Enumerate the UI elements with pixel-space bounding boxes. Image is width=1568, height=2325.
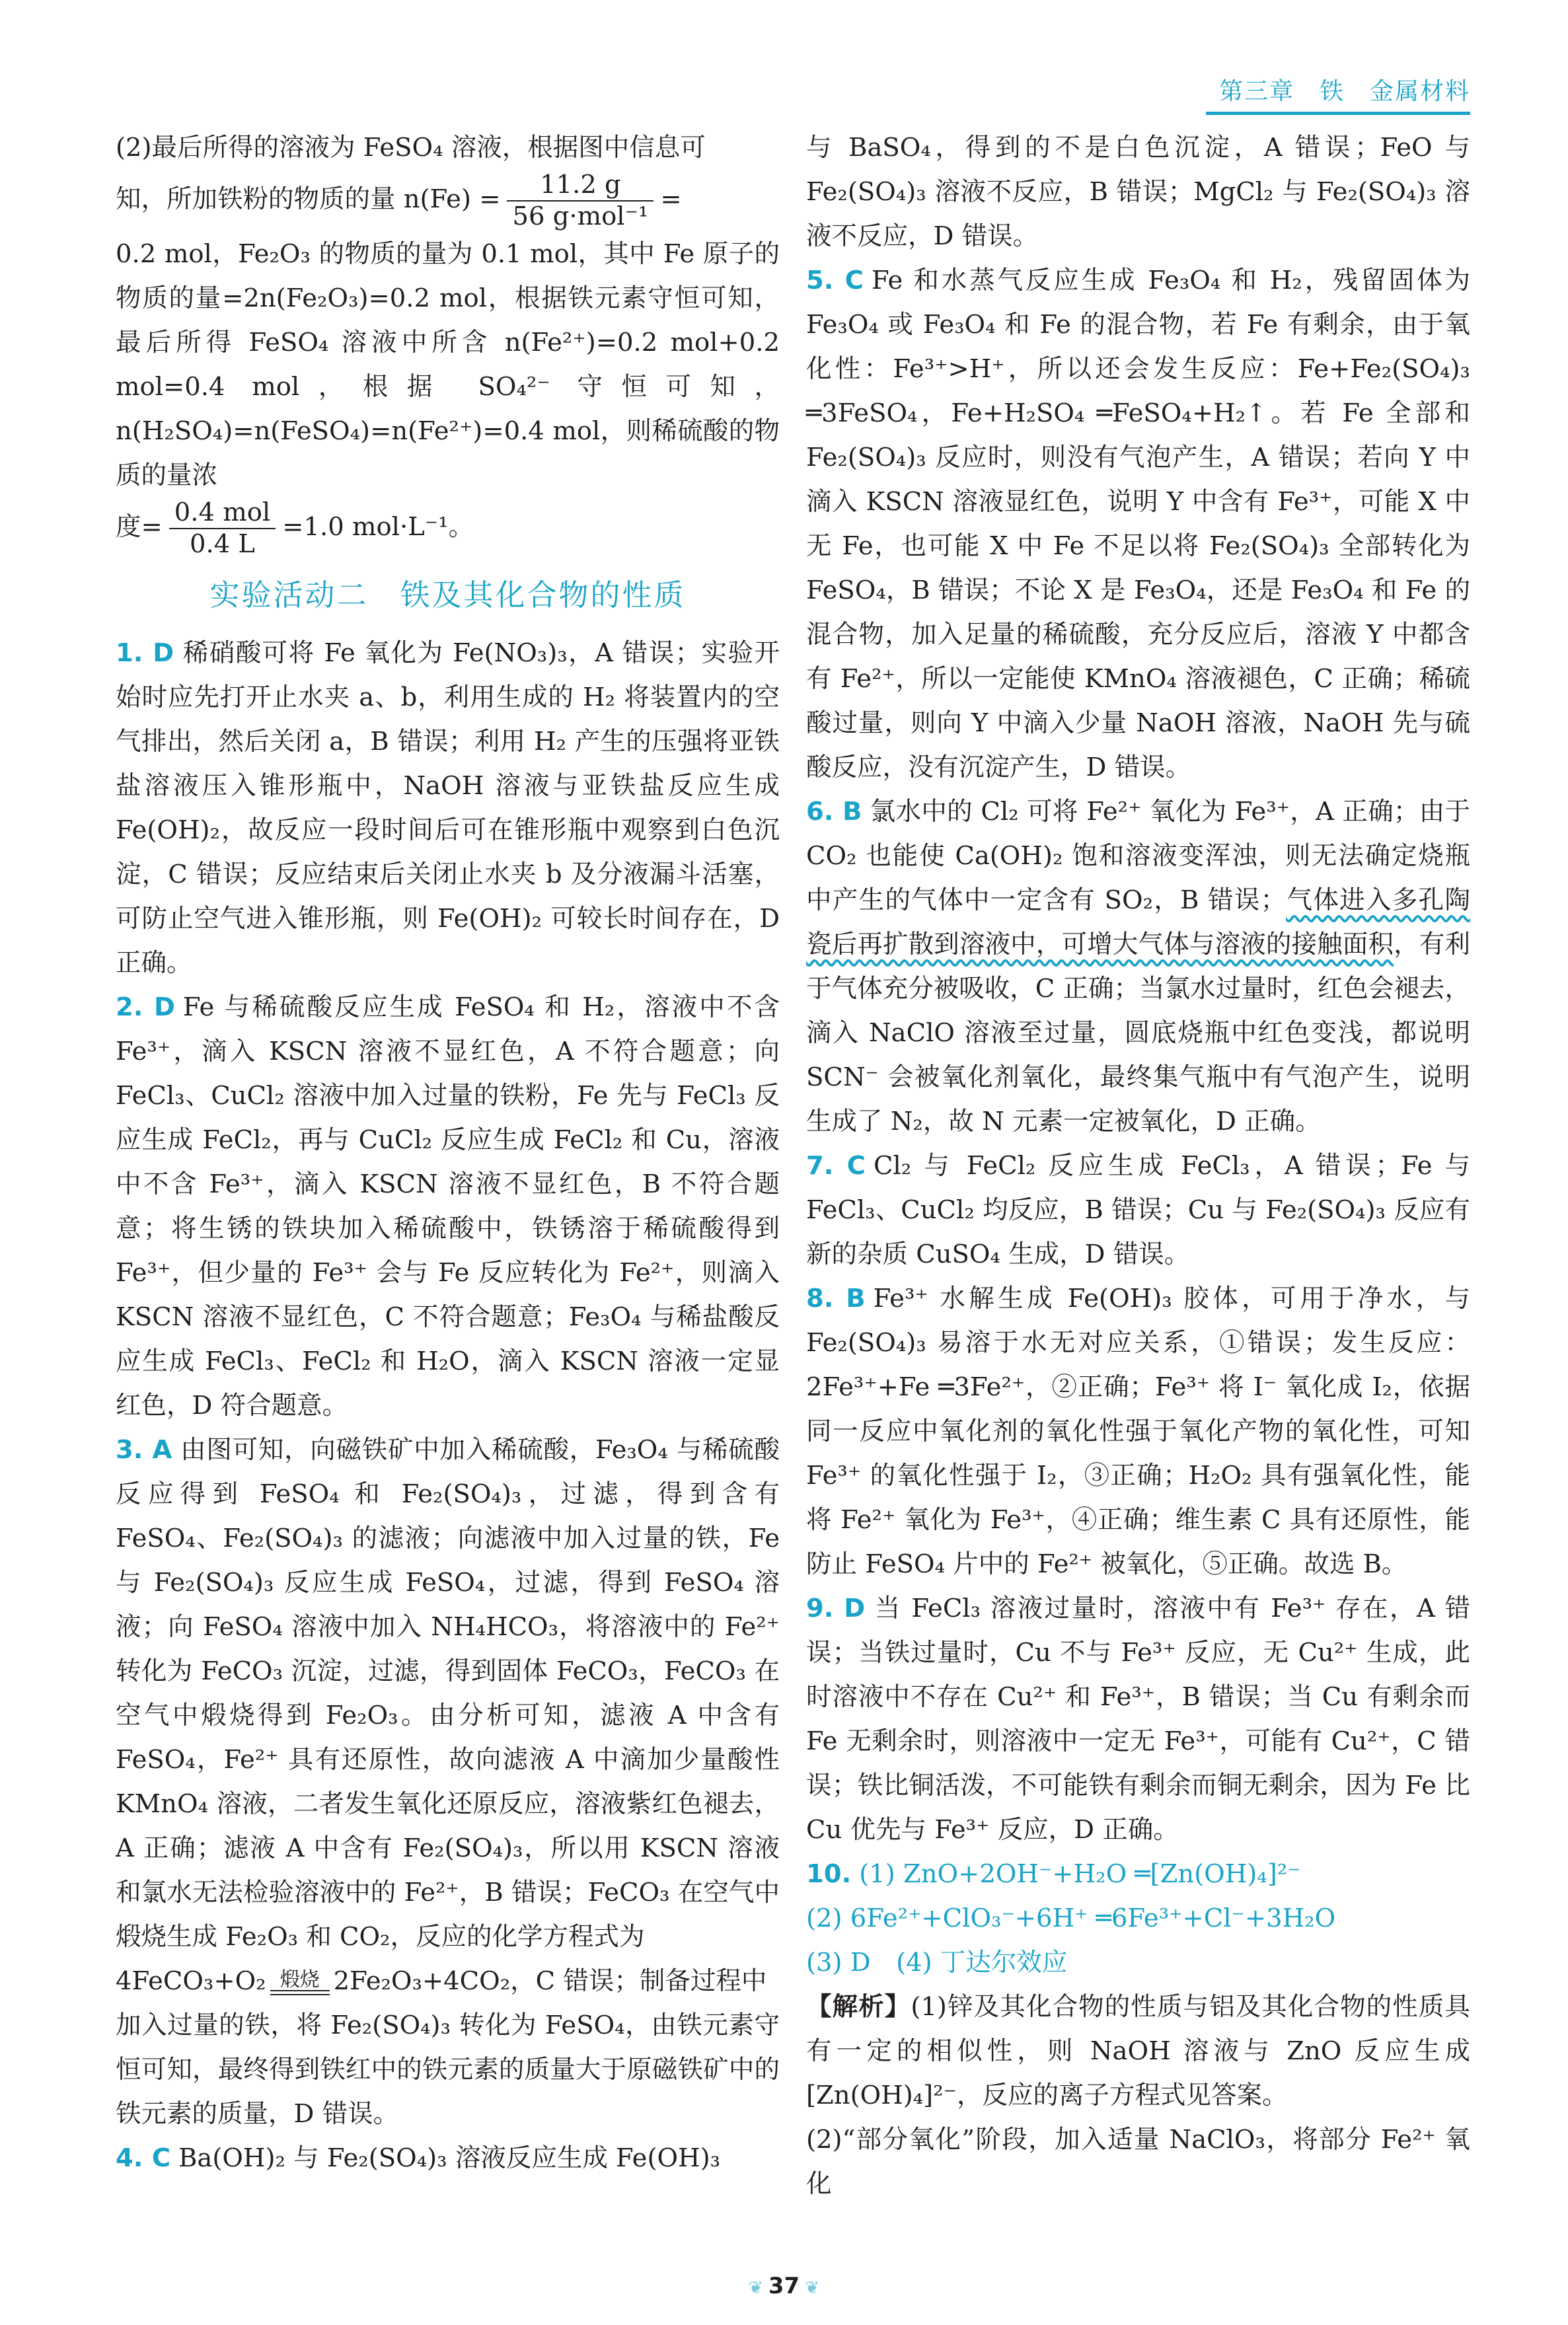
paragraph: (2)最后所得的溶液为 FeSO₄ 溶液，根据图中信息可 bbox=[116, 133, 706, 163]
wavy-underlined-text: 气体进入多孔陶瓷后再扩散到溶液中，可增大气体与溶液的接触面积 bbox=[806, 885, 1470, 959]
reaction-condition: 煅烧 bbox=[280, 1968, 320, 1991]
question-7 bbox=[806, 1144, 1470, 1276]
question-number: 10. bbox=[806, 1859, 852, 1889]
right-column bbox=[806, 126, 1470, 2206]
answer-text: Fe 与稀硫酸反应生成 FeSO₄ 和 H₂，溶液中不含 Fe³⁺，滴入 KSCN 溶液不显红色，A 不符合题意；向 FeCl₃、CuCl₂ 溶液中加入过量的铁粉，Fe 先与 FeCl₃ 反应生成 FeCl₂，再与 CuCl₂ 反应生成 FeCl₂ 和 Cu，溶液中不含 Fe³⁺，滴入 KSCN 溶液不显红色，B 不符合题意；将生锈的铁块加入稀硫酸中，铁锈溶于稀硫酸得到 Fe³⁺，但少量的 Fe³⁺ 会与 Fe 反应转化为 Fe²⁺，则滴入 KSCN 溶液不显红色，C 不符合题意；Fe₃O₄ 与稀盐酸反应生成 FeCl₃、FeCl₂ 和 H₂O，滴入 KSCN 溶液一定显红色，D 符合题意。 bbox=[116, 992, 780, 1421]
analysis bbox=[806, 1985, 1470, 2118]
analysis-label: 【解析】 bbox=[806, 1992, 911, 2022]
section-title: 实验活动二 铁及其化合物的性质 bbox=[209, 577, 686, 612]
answer-text: 氯水中的 Cl₂ 可将 Fe²⁺ 氧化为 Fe³⁺，A 正确；由于 CO₂ 也能使 Ca(OH)₂ 饱和溶液变浑浊，则无法确定烧瓶中产生的气体中一定含有 SO₂，B 错误； bbox=[806, 797, 1470, 915]
paragraph: 0.2 mol，Fe₂O₃ 的物质的量为 0.1 mol，其中 Fe 原子的物质的量=2n(Fe₂O₃)=0.2 mol，根据铁元素守恒可知，最后所得 FeSO₄ 溶液中所含 n(Fe²⁺)=0.2 mol+0.2 mol=0.4 mol，根据 SO₄²⁻ 守恒可知，n(H₂SO₄)=n(FeSO₄)=n(Fe²⁺)=0.4 mol，则稀硫酸的物质的量浓 bbox=[116, 239, 780, 490]
question-number: 3. A bbox=[116, 1435, 172, 1465]
answer-line: (2) 6Fe²⁺+ClO₃⁻+6H⁺ ═6Fe³⁺+Cl⁻+3H₂O bbox=[806, 1903, 1336, 1933]
fraction-line bbox=[116, 498, 780, 560]
question-5 bbox=[806, 258, 1470, 790]
text: =1.0 mol·L⁻¹。 bbox=[282, 512, 474, 542]
question-number: 1. D bbox=[116, 638, 174, 668]
numerator: 11.2 g bbox=[507, 170, 653, 202]
question-number: 9. D bbox=[806, 1594, 866, 1623]
answer-text: 由图可知，向磁铁矿中加入稀硫酸，Fe₃O₄ 与稀硫酸反应得到 FeSO₄ 和 Fe₂(SO₄)₃，过滤，得到含有 FeSO₄、Fe₂(SO₄)₃ 的滤液；向滤液中加入过量的铁，Fe 与 Fe₂(SO₄)₃ 反应生成 FeSO₄，过滤，得到 FeSO₄ 溶液；向 FeSO₄ 溶液中加入 NH₄HCO₃，将溶液中的 Fe²⁺ 转化为 FeCO₃ 沉淀，过滤，得到固体 FeCO₃，FeCO₃ 在空气中煅烧得到 Fe₂O₃。由分析可知，滤液 A 中含有 FeSO₄，Fe²⁺ 具有还原性，故向滤液 A 中滴加少量酸性 KMnO₄ 溶液，二者发生氧化还原反应，溶液紫红色褪去，A 正确；滤液 A 中含有 Fe₂(SO₄)₃，所以用 KSCN 溶液和氯水无法检验溶液中的 Fe²⁺，B 错误；FeCO₃ 在空气中煅烧生成 Fe₂O₃ 和 CO₂，反应的化学方程式为 bbox=[116, 1435, 780, 1952]
numerator: 0.4 mol bbox=[169, 498, 276, 529]
question-10 bbox=[806, 1852, 1470, 1896]
question-4 bbox=[116, 2136, 780, 2180]
equation-left: 4FeCO₃+O₂ bbox=[116, 1966, 266, 1996]
header-rule bbox=[1206, 112, 1470, 115]
running-header bbox=[1206, 73, 1470, 115]
analysis-text: (1)锌及其化合物的性质与铝及其化合物的性质具有一定的相似性，则 NaOH 溶液与 ZnO 反应生成[Zn(OH)₄]²⁻，反应的离子方程式见答案。 bbox=[806, 1992, 1470, 2110]
denominator: 56 g·mol⁻¹ bbox=[512, 202, 649, 231]
question-6 bbox=[806, 790, 1470, 1144]
question-number: 2. D bbox=[116, 992, 175, 1022]
reaction-arrow bbox=[270, 1970, 330, 1995]
question-number: 4. C bbox=[116, 2143, 171, 2173]
question-8 bbox=[806, 1276, 1470, 1586]
page-footer bbox=[0, 2273, 1568, 2299]
answer-text: 当 FeCl₃ 溶液过量时，溶液中有 Fe³⁺ 存在，A 错误；当铁过量时，Cu 不与 Fe³⁺ 反应，无 Cu²⁺ 生成，此时溶液中不存在 Cu²⁺ 和 Fe³⁺，B 错误；当 Cu 有剩余而 Fe 无剩余时，则溶液中一定无 Fe³⁺，可能有 Cu²⁺，C 错误；铁比铜活泼，不可能铁有剩余而铜无剩余，因为 Fe 比 Cu 优先与 Fe³⁺ 反应，D 正确。 bbox=[806, 1594, 1470, 1845]
paragraph: 与 BaSO₄，得到的不是白色沉淀，A 错误；FeO 与 Fe₂(SO₄)₃ 溶液不反应，B 错误；MgCl₂ 与 Fe₂(SO₄)₃ 溶液不反应，D 错误。 bbox=[806, 133, 1470, 251]
question-number: 5. C bbox=[806, 266, 864, 295]
equation-line bbox=[116, 1959, 780, 2003]
question-number: 6. B bbox=[806, 797, 862, 827]
question-1 bbox=[116, 631, 780, 985]
question-number: 7. C bbox=[806, 1151, 866, 1181]
answer-text: (1) ZnO+2OH⁻+H₂O ═[Zn(OH)₄]²⁻ bbox=[859, 1859, 1301, 1889]
answer-text: ，有利于气体充分被吸收，C 正确；当氯水过量时，红色会褪去，滴入 NaClO 溶液至过量，圆底烧瓶中红色变浅，都说明 SCN⁻ 会被氧化剂氧化，最终集气瓶中有气泡产生，说明生成了 N₂，故 N 元素一定被氧化，D 正确。 bbox=[806, 930, 1470, 1136]
paragraph: 加入过量的铁，将 Fe₂(SO₄)₃ 转化为 FeSO₄，由铁元素守恒可知，最终得到铁红中的铁元素的质量大于原磁铁矿中的铁元素的质量，D 错误。 bbox=[116, 2011, 780, 2129]
ornament-icon: ❦ bbox=[805, 2278, 819, 2298]
question-number: 8. B bbox=[806, 1284, 866, 1313]
denominator: 0.4 L bbox=[189, 529, 256, 559]
fraction bbox=[169, 498, 276, 560]
text: = bbox=[660, 184, 682, 214]
answer-line: (3) D (4) 丁达尔效应 bbox=[806, 1948, 1068, 1977]
page-number: 37 bbox=[768, 2273, 800, 2299]
paragraph: (2)“部分氧化”阶段，加入适量 NaClO₃，将部分 Fe²⁺ 氧化 bbox=[806, 2125, 1470, 2199]
answer-text: Fe 和水蒸气反应生成 Fe₃O₄ 和 H₂，残留固体为 Fe₃O₄ 或 Fe₃O₄ 和 Fe 的混合物，若 Fe 有剩余，由于氧化性：Fe³⁺>H⁺，所以还会发生反应：Fe+Fe₂(SO₄)₃ ═3FeSO₄，Fe+H₂SO₄ ═FeSO₄+H₂↑。若 Fe 全部和 Fe₂(SO₄)₃ 反应时，则没有气泡产生，A 错误；若向 Y 中滴入 KSCN 溶液显红色，说明 Y 中含有 Fe³⁺，可能 X 中无 Fe，也可能 X 中 Fe 不足以将 Fe₂(SO₄)₃ 全部转化为 FeSO₄，B 错误；不论 X 是 Fe₃O₄，还是 Fe₃O₄ 和 Fe 的混合物，加入足量的稀硫酸，充分反应后，溶液 Y 中都含有 Fe²⁺，所以一定能使 KMnO₄ 溶液褪色，C 正确；稀硫酸过量，则向 Y 中滴入少量 NaOH 溶液，NaOH 先与硫酸反应，没有沉淀产生，D 错误。 bbox=[806, 266, 1470, 782]
equation-right: 2Fe₂O₃+4CO₂，C 错误；制备过程中 bbox=[333, 1966, 767, 1996]
answer-text: 稀硝酸可将 Fe 氧化为 Fe(NO₃)₃，A 错误；实验开始时应先打开止水夹 a、b，利用生成的 H₂ 将装置内的空气排出，然后关闭 a，B 错误；利用 H₂ 产生的压强将亚铁盐溶液压入锥形瓶中，NaOH 溶液与亚铁盐反应生成 Fe(OH)₂，故反应一段时间后可在锥形瓶中观察到白色沉淀，C 错误；反应结束后关闭止水夹 b 及分液漏斗活塞，可防止空气进入锥形瓶，则 Fe(OH)₂ 可较长时间存在，D 正确。 bbox=[116, 638, 780, 978]
question-9 bbox=[806, 1586, 1470, 1852]
text: 度= bbox=[116, 512, 163, 542]
left-column bbox=[116, 126, 780, 2180]
answer-text: Cl₂ 与 FeCl₂ 反应生成 FeCl₃，A 错误；Fe 与 FeCl₃、CuCl₂ 均反应，B 错误；Cu 与 Fe₂(SO₄)₃ 反应有新的杂质 CuSO₄ 生成，D 错误。 bbox=[806, 1151, 1470, 1269]
chapter-title: 第三章 铁 金属材料 bbox=[1218, 78, 1470, 105]
ornament-icon: ❦ bbox=[749, 2278, 763, 2298]
question-3 bbox=[116, 1428, 780, 1959]
text: 知，所加铁粉的物质的量 n(Fe) = bbox=[116, 184, 501, 214]
question-2 bbox=[116, 985, 780, 1428]
fraction-line bbox=[116, 170, 780, 232]
answer-text: Ba(OH)₂ 与 Fe₂(SO₄)₃ 溶液反应生成 Fe(OH)₃ bbox=[178, 2143, 721, 2173]
fraction bbox=[507, 170, 653, 232]
answer-text: Fe³⁺ 水解生成 Fe(OH)₃ 胶体，可用于净水，与 Fe₂(SO₄)₃ 易溶于水无对应关系，①错误；发生反应：2Fe³⁺+Fe ═3Fe²⁺，②正确；Fe³⁺ 将 I⁻ 氧化成 I₂，依据同一反应中氧化剂的氧化性强于氧化产物的氧化性，可知 Fe³⁺ 的氧化性强于 I₂，③正确；H₂O₂ 具有强氧化性，能将 Fe²⁺ 氧化为 Fe³⁺，④正确；维生素 C 具有还原性，能防止 FeSO₄ 片中的 Fe²⁺ 被氧化，⑤正确。故选 B。 bbox=[806, 1284, 1470, 1579]
